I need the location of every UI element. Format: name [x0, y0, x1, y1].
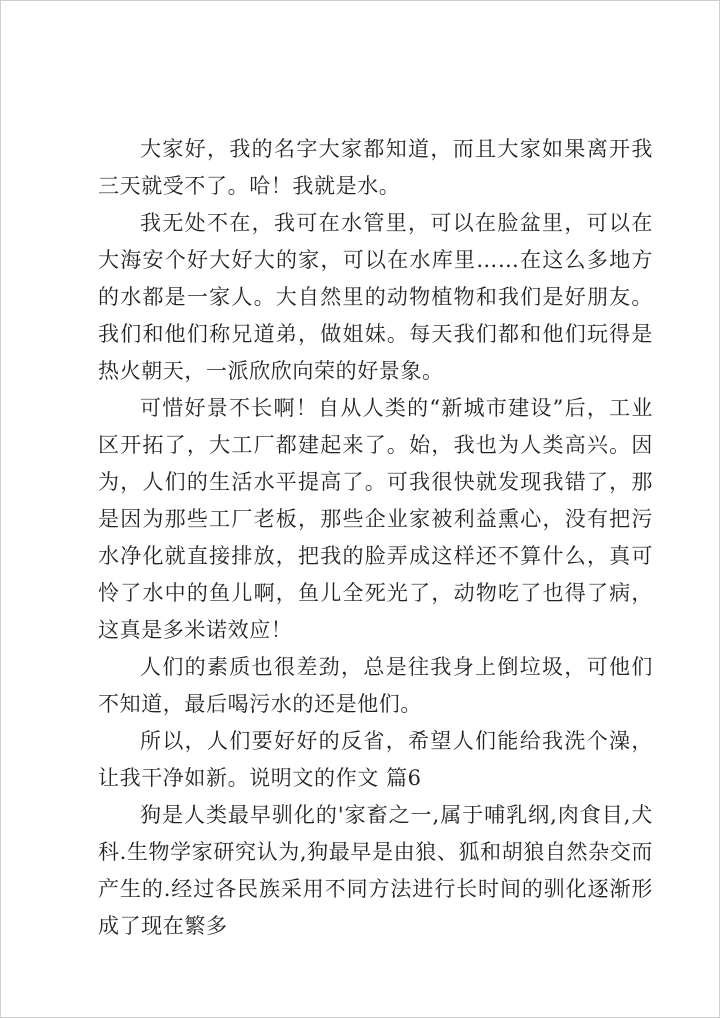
paragraph-pollution: 可惜好景不长啊！自从人类的“新城市建设”后，工业区开拓了，大工厂都建起来了。始，我也为人类高兴。因为，人们的生活水平提高了。可我很快就发现我错了，那是因为那些工厂老板，那些企业家被利益熏心，没有把污水净化就直接排放，把我的脸弄成这样还不算什么，真可怜了水中的鱼儿啊，鱼儿全死光了，动物吃了也得了病，这真是多米诺效应！	[98, 396, 653, 642]
paragraph-conclusion: 所以，人们要好好的反省，希望人们能给我洗个澡，让我干净如新。说明文的作文 篇6	[98, 729, 653, 790]
paragraph-everywhere: 我无处不在，我可在水管里，可以在脸盆里，可以在大海安个好大好大的家，可以在水库里……在这么多地方的水都是一家人。大自然里的动物植物和我们是好朋友。我们和他们称兄道弟，做姐妹。每天我们都和他们玩得是热火朝天，一派欣欣向荣的好景象。	[98, 211, 653, 383]
paragraph-intro: 大家好，我的名字大家都知道，而且大家如果离开我三天就受不了。哈！我就是水。	[98, 137, 653, 198]
document-body	[98, 131, 653, 945]
paragraph-dogs: 狗是人类最早驯化的'家畜之一,属于哺乳纲,肉食目,犬科.生物学家研究认为,狗最早是由狼、狐和胡狼自然杂交而产生的.经过各民族采用不同方法进行长时间的驯化逐渐形成了现在繁多	[98, 803, 653, 938]
paragraph-littering: 人们的素质也很差劲，总是往我身上倒垃圾，可他们不知道，最后喝污水的还是他们。	[98, 655, 653, 716]
